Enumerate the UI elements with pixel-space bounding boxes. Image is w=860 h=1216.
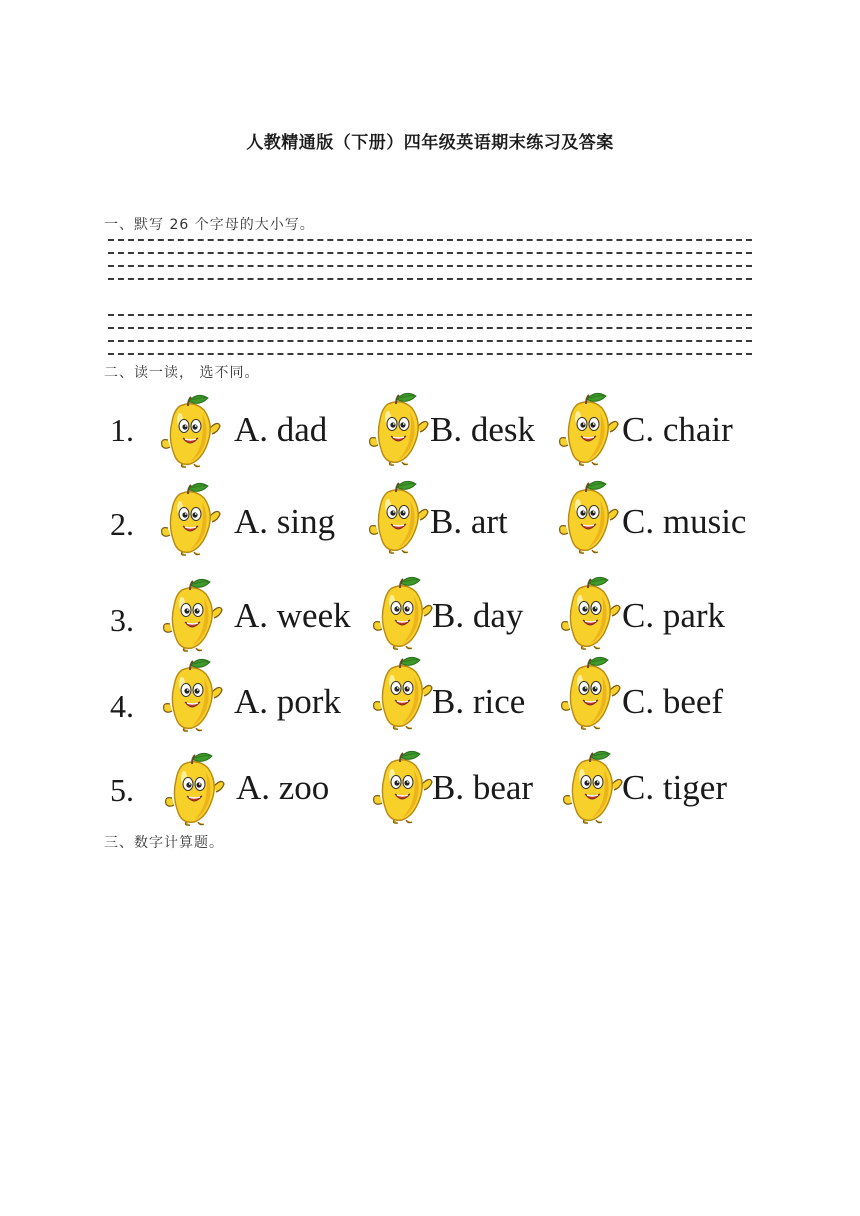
- question-row-2: [0, 480, 860, 560]
- option-c[interactable]: C. beef: [622, 682, 724, 721]
- page-title: 人教精通版（下册）四年级英语期末练习及答案: [246, 133, 614, 153]
- option-c[interactable]: C. music: [622, 502, 747, 541]
- question-number: 1.: [110, 412, 134, 448]
- writing-line: [108, 340, 752, 342]
- writing-line: [108, 252, 752, 254]
- question-number: 4.: [110, 688, 134, 724]
- mango-cartoon-icon: [158, 394, 224, 468]
- mango-cartoon-icon: [370, 656, 436, 730]
- mango-cartoon-icon: [366, 392, 432, 466]
- question-row-4: [0, 656, 860, 736]
- mango-cartoon-icon: [160, 578, 226, 652]
- option-c[interactable]: C. park: [622, 596, 726, 635]
- mango-cartoon-icon: [370, 576, 436, 650]
- writing-line: [108, 278, 752, 280]
- writing-line: [108, 353, 752, 355]
- question-number: 3.: [110, 602, 134, 638]
- option-c[interactable]: C. tiger: [622, 768, 727, 807]
- mango-cartoon-icon: [556, 480, 622, 554]
- writing-line: [108, 239, 752, 241]
- mango-cartoon-icon: [366, 480, 432, 554]
- mango-cartoon-icon: [158, 482, 224, 556]
- writing-line: [108, 265, 752, 267]
- question-row-3: [0, 576, 860, 656]
- option-b[interactable]: B. art: [430, 502, 508, 541]
- mango-cartoon-icon: [160, 658, 226, 732]
- option-b[interactable]: B. bear: [432, 768, 534, 807]
- mango-cartoon-icon: [370, 750, 436, 824]
- section-1-heading: 一、默写 26 个字母的大小写。: [104, 217, 315, 233]
- mango-cartoon-icon: [558, 656, 624, 730]
- question-row-5: [0, 748, 860, 828]
- option-a[interactable]: A. dad: [234, 410, 328, 449]
- section-3-heading: 三、数字计算题。: [104, 835, 224, 851]
- option-a[interactable]: A. week: [234, 596, 351, 635]
- option-b[interactable]: B. rice: [432, 682, 526, 721]
- option-c[interactable]: C. chair: [622, 410, 733, 449]
- mango-cartoon-icon: [558, 576, 624, 650]
- mango-cartoon-icon: [162, 752, 228, 826]
- option-a[interactable]: A. zoo: [236, 768, 330, 807]
- writing-line: [108, 314, 752, 316]
- option-a[interactable]: A. pork: [234, 682, 341, 721]
- mango-cartoon-icon: [556, 392, 622, 466]
- option-a[interactable]: A. sing: [234, 502, 336, 541]
- option-b[interactable]: B. desk: [430, 410, 535, 449]
- question-row-1: [0, 392, 860, 472]
- option-b[interactable]: B. day: [432, 596, 524, 635]
- question-number: 5.: [110, 772, 134, 808]
- question-number: 2.: [110, 506, 134, 542]
- writing-line: [108, 327, 752, 329]
- mango-cartoon-icon: [560, 750, 626, 824]
- section-2-heading: 二、读一读， 选不同。: [104, 365, 260, 381]
